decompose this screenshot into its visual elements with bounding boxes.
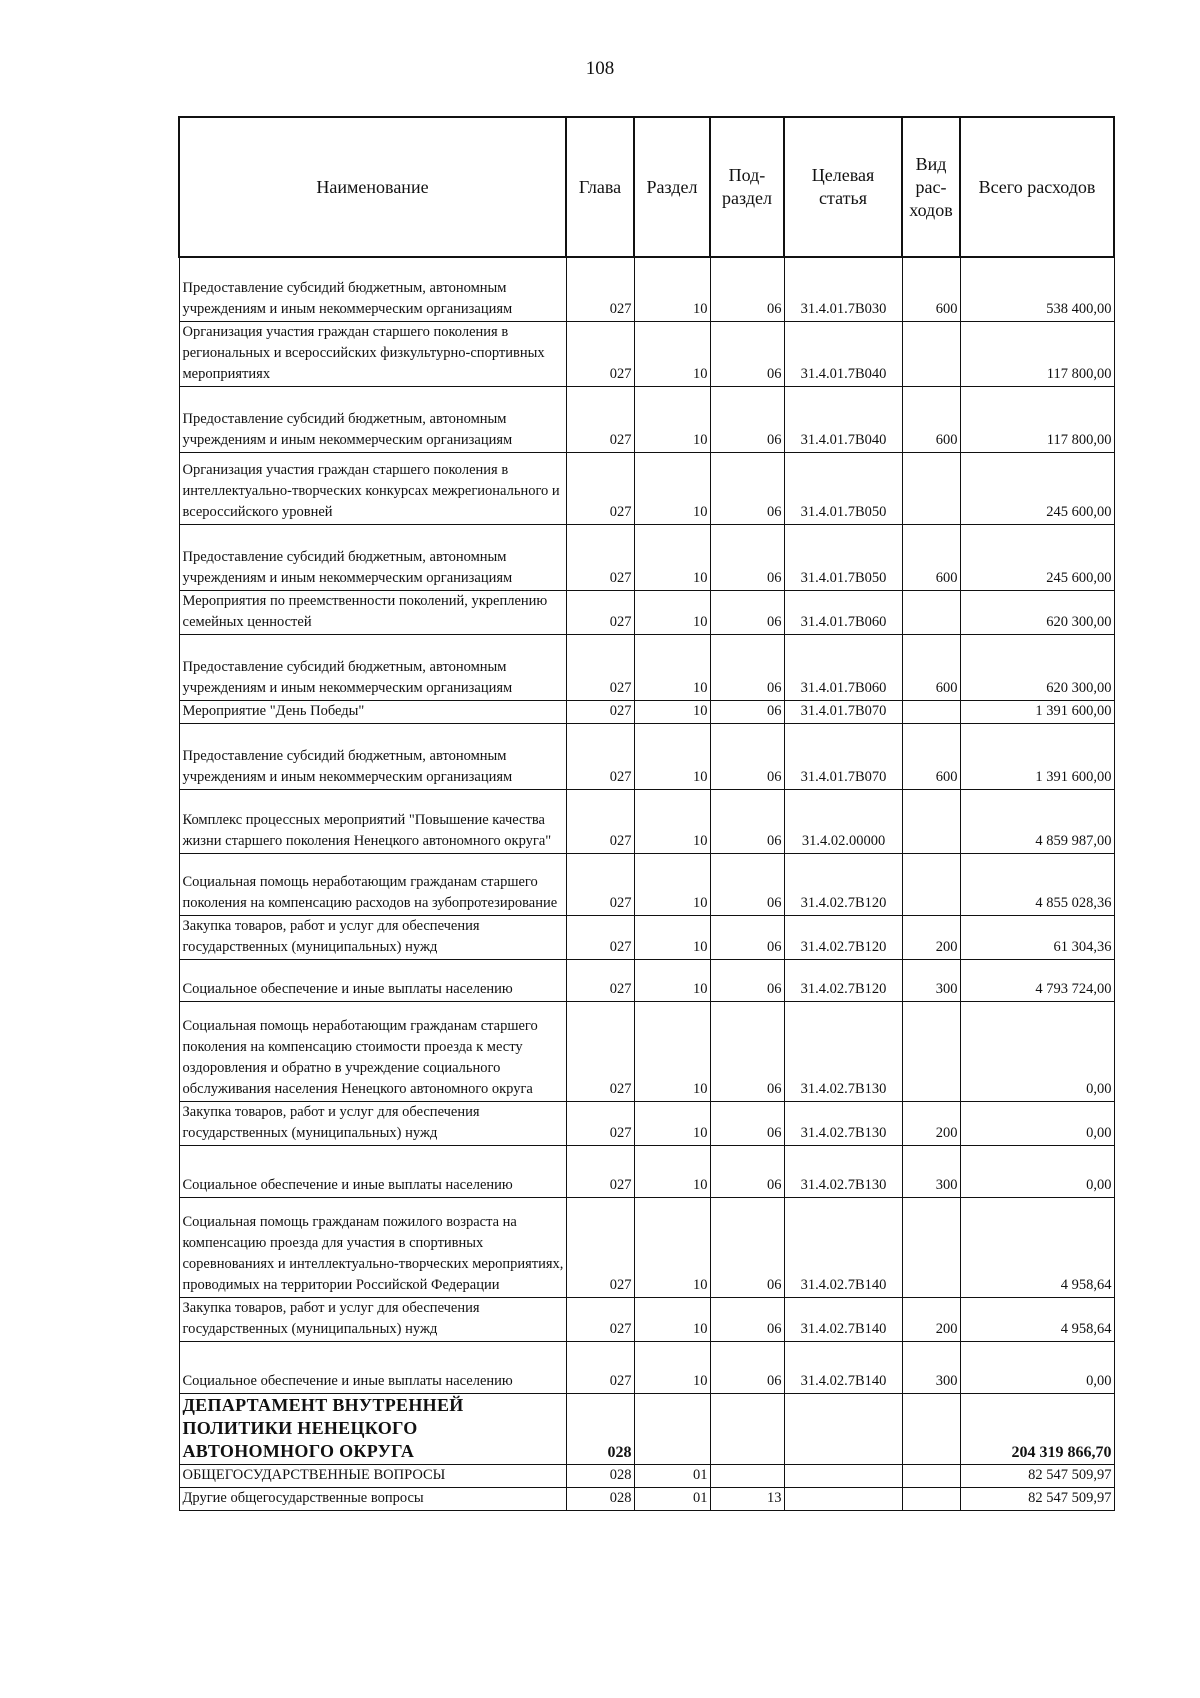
row-expense-type — [902, 1001, 960, 1101]
row-expense-type — [902, 789, 960, 853]
row-name: Закупка товаров, работ и услуг для обеспечения государственных (муниципальных) нужд — [179, 915, 566, 959]
row-total: 0,00 — [960, 1341, 1114, 1393]
row-total: 4 793 724,00 — [960, 959, 1114, 1001]
row-name: Предоставление субсидий бюджетным, автономным учреждениям и иным некоммерческим организациям — [179, 634, 566, 700]
row-name: ОБЩЕГОСУДАРСТВЕННЫЕ ВОПРОСЫ — [179, 1464, 566, 1487]
row-razdel: 10 — [634, 915, 710, 959]
row-total: 4 958,64 — [960, 1297, 1114, 1341]
row-razdel: 01 — [634, 1464, 710, 1487]
column-header-total: Всего расходов — [960, 117, 1114, 257]
row-target-article: 31.4.02.7В130 — [784, 1145, 902, 1197]
row-podrazdel: 06 — [710, 789, 784, 853]
row-podrazdel: 06 — [710, 1297, 784, 1341]
table-row — [179, 723, 1114, 789]
table-row — [179, 524, 1114, 590]
row-glava: 027 — [566, 386, 634, 452]
row-podrazdel: 06 — [710, 386, 784, 452]
row-glava: 027 — [566, 853, 634, 915]
table-header-row — [179, 117, 1114, 257]
column-header-razdel: Раздел — [634, 117, 710, 257]
row-total: 538 400,00 — [960, 257, 1114, 321]
table-row — [179, 1297, 1114, 1341]
row-podrazdel: 06 — [710, 452, 784, 524]
row-total: 4 859 987,00 — [960, 789, 1114, 853]
row-glava: 027 — [566, 723, 634, 789]
row-glava: 027 — [566, 321, 634, 386]
row-podrazdel: 06 — [710, 1197, 784, 1297]
row-target-article: 31.4.02.7В140 — [784, 1197, 902, 1297]
table-row — [179, 959, 1114, 1001]
row-expense-type: 200 — [902, 915, 960, 959]
row-name: Организация участия граждан старшего поколения в интеллектуально-творческих конкурсах межрегионального и всероссийского уровней — [179, 452, 566, 524]
row-target-article: 31.4.02.7В120 — [784, 959, 902, 1001]
row-expense-type — [902, 853, 960, 915]
row-podrazdel: 06 — [710, 1145, 784, 1197]
row-target-article: 31.4.01.7В040 — [784, 321, 902, 386]
column-header-name: Наименование — [179, 117, 566, 257]
row-glava: 027 — [566, 590, 634, 634]
row-expense-type: 200 — [902, 1297, 960, 1341]
row-razdel: 10 — [634, 386, 710, 452]
row-target-article: 31.4.02.7В120 — [784, 915, 902, 959]
table-row — [179, 386, 1114, 452]
column-header-glava: Глава — [566, 117, 634, 257]
row-expense-type: 300 — [902, 959, 960, 1001]
row-razdel: 10 — [634, 1341, 710, 1393]
row-podrazdel: 06 — [710, 959, 784, 1001]
row-razdel: 10 — [634, 452, 710, 524]
row-target-article: 31.4.01.7В040 — [784, 386, 902, 452]
row-target-article: 31.4.01.7В050 — [784, 524, 902, 590]
row-target-article: 31.4.02.00000 — [784, 789, 902, 853]
row-target-article: 31.4.02.7В140 — [784, 1297, 902, 1341]
row-podrazdel: 06 — [710, 321, 784, 386]
row-name: Предоставление субсидий бюджетным, автономным учреждениям и иным некоммерческим организациям — [179, 257, 566, 321]
row-total: 620 300,00 — [960, 634, 1114, 700]
page-number: 108 — [585, 58, 615, 79]
row-target-article: 31.4.01.7В070 — [784, 723, 902, 789]
row-razdel: 10 — [634, 959, 710, 1001]
row-expense-type — [902, 1197, 960, 1297]
column-header-statya: Целевая статья — [784, 117, 902, 257]
row-razdel — [634, 1393, 710, 1464]
row-name: Предоставление субсидий бюджетным, автономным учреждениям и иным некоммерческим организациям — [179, 524, 566, 590]
row-expense-type: 600 — [902, 524, 960, 590]
row-name: Закупка товаров, работ и услуг для обеспечения государственных (муниципальных) нужд — [179, 1101, 566, 1145]
row-target-article: 31.4.02.7В130 — [784, 1001, 902, 1101]
row-total: 245 600,00 — [960, 524, 1114, 590]
row-podrazdel: 06 — [710, 634, 784, 700]
row-glava: 027 — [566, 452, 634, 524]
row-target-article — [784, 1487, 902, 1510]
row-expense-type — [902, 1393, 960, 1464]
table-row — [179, 590, 1114, 634]
row-glava: 028 — [566, 1393, 634, 1464]
row-expense-type — [902, 321, 960, 386]
row-expense-type: 600 — [902, 634, 960, 700]
row-target-article: 31.4.02.7В130 — [784, 1101, 902, 1145]
row-glava: 028 — [566, 1464, 634, 1487]
row-total: 117 800,00 — [960, 321, 1114, 386]
row-total: 117 800,00 — [960, 386, 1114, 452]
row-total: 245 600,00 — [960, 452, 1114, 524]
row-podrazdel: 06 — [710, 257, 784, 321]
table-row — [179, 452, 1114, 524]
row-razdel: 10 — [634, 700, 710, 723]
row-name: Закупка товаров, работ и услуг для обеспечения государственных (муниципальных) нужд — [179, 1297, 566, 1341]
row-razdel: 01 — [634, 1487, 710, 1510]
table-row — [179, 700, 1114, 723]
row-name: Социальное обеспечение и иные выплаты населению — [179, 1145, 566, 1197]
row-razdel: 10 — [634, 1145, 710, 1197]
row-glava: 028 — [566, 1487, 634, 1510]
row-name: Организация участия граждан старшего поколения в региональных и всероссийских физкультурно-спортивных мероприятиях — [179, 321, 566, 386]
row-podrazdel: 06 — [710, 723, 784, 789]
table-row — [179, 321, 1114, 386]
row-total: 204 319 866,70 — [960, 1393, 1114, 1464]
row-name: ДЕПАРТАМЕНТ ВНУТРЕННЕЙ ПОЛИТИКИ НЕНЕЦКОГО АВТОНОМНОГО ОКРУГА — [179, 1393, 566, 1464]
row-name: Социальная помощь неработающим гражданам старшего поколения на компенсацию стоимости проезда к месту оздоровления и обратно в учреждение социального обслуживания населения Ненецкого автономного округа — [179, 1001, 566, 1101]
row-podrazdel: 06 — [710, 853, 784, 915]
row-expense-type: 600 — [902, 723, 960, 789]
row-glava: 027 — [566, 915, 634, 959]
row-target-article — [784, 1464, 902, 1487]
row-glava: 027 — [566, 1341, 634, 1393]
row-total: 0,00 — [960, 1101, 1114, 1145]
row-expense-type — [902, 1487, 960, 1510]
row-glava: 027 — [566, 700, 634, 723]
row-glava: 027 — [566, 1297, 634, 1341]
row-podrazdel: 06 — [710, 700, 784, 723]
row-target-article: 31.4.02.7В140 — [784, 1341, 902, 1393]
table-row — [179, 1487, 1114, 1510]
row-target-article: 31.4.01.7В050 — [784, 452, 902, 524]
row-expense-type: 300 — [902, 1145, 960, 1197]
row-razdel: 10 — [634, 1101, 710, 1145]
row-expense-type — [902, 700, 960, 723]
row-podrazdel: 13 — [710, 1487, 784, 1510]
row-expense-type: 600 — [902, 257, 960, 321]
table-row — [179, 257, 1114, 321]
row-total: 82 547 509,97 — [960, 1487, 1114, 1510]
row-razdel: 10 — [634, 723, 710, 789]
column-header-vid: Вид рас-ходов — [902, 117, 960, 257]
table-row — [179, 1393, 1114, 1464]
row-razdel: 10 — [634, 524, 710, 590]
row-name: Предоставление субсидий бюджетным, автономным учреждениям и иным некоммерческим организациям — [179, 386, 566, 452]
row-total: 61 304,36 — [960, 915, 1114, 959]
row-razdel: 10 — [634, 789, 710, 853]
row-name: Социальное обеспечение и иные выплаты населению — [179, 959, 566, 1001]
table-row — [179, 1341, 1114, 1393]
row-podrazdel: 06 — [710, 590, 784, 634]
row-name: Социальное обеспечение и иные выплаты населению — [179, 1341, 566, 1393]
row-glava: 027 — [566, 1001, 634, 1101]
row-total: 4 855 028,36 — [960, 853, 1114, 915]
row-name: Комплекс процессных мероприятий "Повышение качества жизни старшего поколения Ненецкого автономного округа" — [179, 789, 566, 853]
row-expense-type — [902, 452, 960, 524]
row-target-article: 31.4.01.7В030 — [784, 257, 902, 321]
row-target-article — [784, 1393, 902, 1464]
table-row — [179, 1101, 1114, 1145]
row-name: Социальная помощь неработающим гражданам старшего поколения на компенсацию расходов на зубопротезирование — [179, 853, 566, 915]
row-glava: 027 — [566, 1145, 634, 1197]
row-target-article: 31.4.01.7В070 — [784, 700, 902, 723]
table-row — [179, 1145, 1114, 1197]
row-glava: 027 — [566, 1197, 634, 1297]
row-target-article: 31.4.01.7В060 — [784, 590, 902, 634]
row-total: 1 391 600,00 — [960, 700, 1114, 723]
row-name: Другие общегосударственные вопросы — [179, 1487, 566, 1510]
table-body — [179, 257, 1114, 1510]
row-total: 0,00 — [960, 1145, 1114, 1197]
row-total: 82 547 509,97 — [960, 1464, 1114, 1487]
row-podrazdel: 06 — [710, 524, 784, 590]
row-expense-type — [902, 1464, 960, 1487]
row-total: 4 958,64 — [960, 1197, 1114, 1297]
row-razdel: 10 — [634, 853, 710, 915]
row-razdel: 10 — [634, 1001, 710, 1101]
row-podrazdel — [710, 1464, 784, 1487]
row-razdel: 10 — [634, 590, 710, 634]
budget-table — [178, 116, 1115, 1511]
row-name: Мероприятия по преемственности поколений, укреплению семейных ценностей — [179, 590, 566, 634]
row-podrazdel: 06 — [710, 1101, 784, 1145]
row-total: 1 391 600,00 — [960, 723, 1114, 789]
row-razdel: 10 — [634, 1297, 710, 1341]
row-razdel: 10 — [634, 321, 710, 386]
row-glava: 027 — [566, 524, 634, 590]
column-header-podrazdel: Под-раздел — [710, 117, 784, 257]
table-row — [179, 789, 1114, 853]
row-razdel: 10 — [634, 1197, 710, 1297]
row-target-article: 31.4.01.7В060 — [784, 634, 902, 700]
row-podrazdel: 06 — [710, 1341, 784, 1393]
row-glava: 027 — [566, 959, 634, 1001]
row-total: 0,00 — [960, 1001, 1114, 1101]
row-razdel: 10 — [634, 257, 710, 321]
table-row — [179, 1464, 1114, 1487]
row-expense-type: 200 — [902, 1101, 960, 1145]
table-row — [179, 915, 1114, 959]
row-total: 620 300,00 — [960, 590, 1114, 634]
row-podrazdel: 06 — [710, 1001, 784, 1101]
table-row — [179, 1001, 1114, 1101]
row-glava: 027 — [566, 1101, 634, 1145]
row-name: Мероприятие "День Победы" — [179, 700, 566, 723]
table-row — [179, 634, 1114, 700]
row-name: Предоставление субсидий бюджетным, автономным учреждениям и иным некоммерческим организациям — [179, 723, 566, 789]
row-podrazdel: 06 — [710, 915, 784, 959]
row-name: Социальная помощь гражданам пожилого возраста на компенсацию проезда для участия в спортивных соревнованиях и интеллектуально-творческих мероприятиях, проводимых на территории Российской Федерации — [179, 1197, 566, 1297]
row-razdel: 10 — [634, 634, 710, 700]
row-expense-type — [902, 590, 960, 634]
row-podrazdel — [710, 1393, 784, 1464]
row-expense-type: 600 — [902, 386, 960, 452]
row-glava: 027 — [566, 257, 634, 321]
row-glava: 027 — [566, 634, 634, 700]
table-row — [179, 853, 1114, 915]
table-row — [179, 1197, 1114, 1297]
row-target-article: 31.4.02.7В120 — [784, 853, 902, 915]
row-expense-type: 300 — [902, 1341, 960, 1393]
row-glava: 027 — [566, 789, 634, 853]
